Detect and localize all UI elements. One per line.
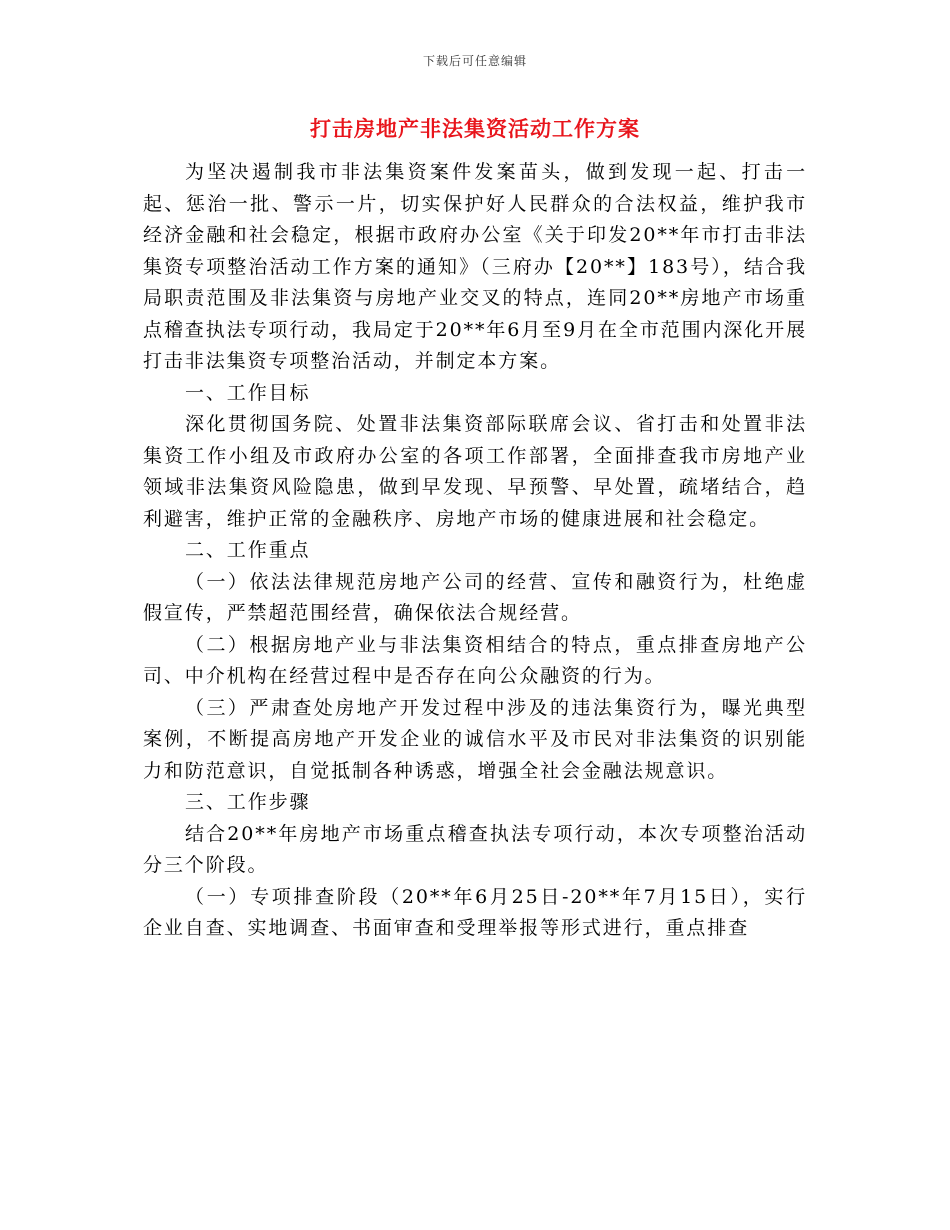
- paragraph-focus-1: （一）依法法律规范房地产公司的经营、宣传和融资行为，杜绝虚假宣传，严禁超范围经营，确保依法合规经营。: [143, 570, 807, 624]
- section-heading-focus: 二、工作重点: [185, 539, 311, 561]
- paragraph-goals: 深化贯彻国务院、处置非法集资部际联席会议、省打击和处置非法集资工作小组及市政府办公室的各项工作部署，全面排查我市房地产业领域非法集资风险隐患，做到早发现、早预警、早处置，疏堵结合，趋利避害，维护正常的金融秩序、房地产市场的健康进展和社会稳定。: [143, 413, 807, 530]
- paragraph-focus-2: （二）根据房地产业与非法集资相结合的特点，重点排查房地产公司、中介机构在经营过程中是否存在向公众融资的行为。: [143, 633, 807, 687]
- paragraph-steps-1: （一）专项排查阶段（20**年6月25日-20**年7月15日），实行企业自查、实地调查、书面审查和受理举报等形式进行，重点排查: [143, 885, 807, 939]
- document-title: 打击房地产非法集资活动工作方案: [310, 116, 640, 141]
- paragraph-focus-3: （三）严肃查处房地产开发过程中涉及的违法集资行为，曝光典型案例，不断提高房地产开发企业的诚信水平及市民对非法集资的识别能力和防范意识，自觉抵制各种诱惑，增强全社会金融法规意识。: [143, 696, 807, 782]
- document-body: [143, 157, 807, 945]
- section-heading-steps: 三、工作步骤: [185, 791, 311, 813]
- header-note: 下载后可任意编辑: [422, 54, 527, 68]
- paragraph-intro: 为坚决遏制我市非法集资案件发案苗头，做到发现一起、打击一起、惩治一批、警示一片，切实保护好人民群众的合法权益，维护我市经济金融和社会稳定，根据市政府办公室《关于印发20**年市打击非法集资专项整治活动工作方案的通知》（三府办【20**】183号），结合我局职责范围及非法集资与房地产业交叉的特点，连同20**房地产市场重点稽查执法专项行动，我局定于20**年6月至9月在全市范围内深化开展打击非法集资专项整治活动，并制定本方案。: [143, 161, 807, 372]
- section-heading-goals: 一、工作目标: [185, 381, 311, 404]
- paragraph-steps-intro: 结合20**年房地产市场重点稽查执法专项行动，本次专项整治活动分三个阶段。: [143, 822, 807, 876]
